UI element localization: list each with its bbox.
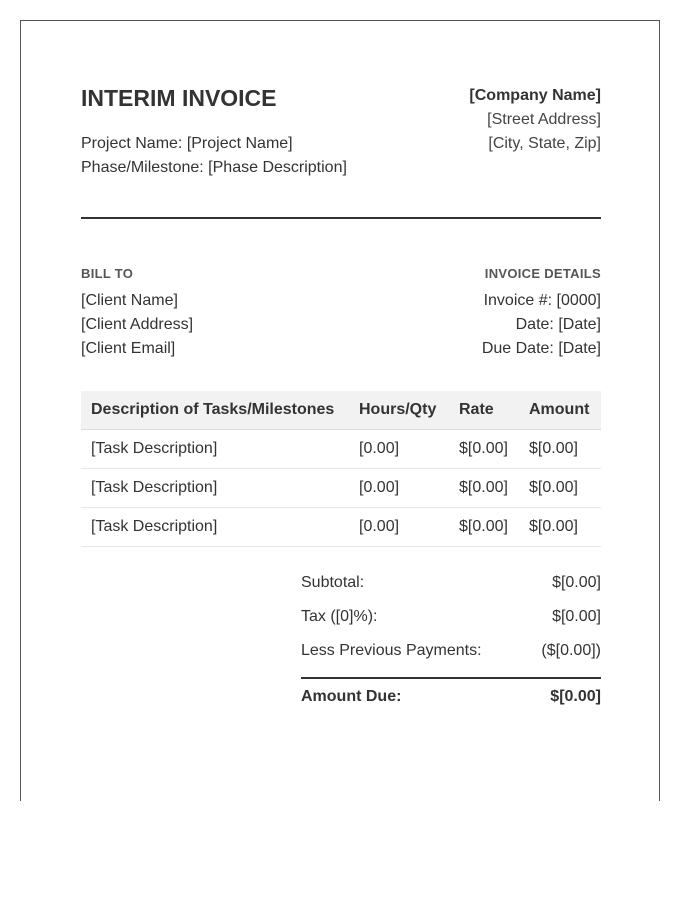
cell-hours-qty: [0.00] bbox=[349, 430, 449, 469]
company-name: [Company Name] bbox=[469, 87, 601, 104]
table-row bbox=[81, 508, 601, 547]
subtotal-label: Subtotal: bbox=[301, 574, 365, 591]
amount-due-row bbox=[301, 685, 601, 719]
previous-payments-value: ($[0.00]) bbox=[541, 642, 601, 659]
company-block bbox=[469, 84, 601, 156]
cell-hours-qty: [0.00] bbox=[349, 508, 449, 547]
cell-rate: $[0.00] bbox=[449, 430, 519, 469]
cell-rate: $[0.00] bbox=[449, 508, 519, 547]
header-amount: Amount bbox=[519, 391, 601, 430]
amount-due-value: $[0.00] bbox=[550, 688, 601, 705]
cell-amount: $[0.00] bbox=[519, 430, 601, 469]
subtotal-row bbox=[301, 571, 601, 605]
cell-rate: $[0.00] bbox=[449, 469, 519, 508]
invoice-details-block bbox=[482, 266, 601, 361]
amount-due-label: Amount Due: bbox=[301, 688, 402, 705]
subtotal-value: $[0.00] bbox=[552, 574, 601, 591]
cell-description: [Task Description] bbox=[81, 508, 349, 547]
header-divider bbox=[81, 217, 601, 219]
company-city: [City, State, Zip] bbox=[488, 135, 601, 152]
company-street: [Street Address] bbox=[487, 111, 601, 128]
previous-payments-label: Less Previous Payments: bbox=[301, 642, 482, 659]
cell-amount: $[0.00] bbox=[519, 469, 601, 508]
cell-hours-qty: [0.00] bbox=[349, 469, 449, 508]
totals-block bbox=[301, 571, 601, 719]
invoice-date: Date: [Date] bbox=[515, 316, 601, 333]
invoice-details-heading: INVOICE DETAILS bbox=[484, 266, 601, 281]
totals-divider bbox=[301, 677, 601, 679]
tax-row bbox=[301, 605, 601, 639]
phase-milestone: Phase/Milestone: [Phase Description] bbox=[81, 159, 347, 176]
cell-description: [Task Description] bbox=[81, 430, 349, 469]
previous-payments-row bbox=[301, 639, 601, 673]
invoice-due-date: Due Date: [Date] bbox=[481, 340, 601, 357]
bill-to-block bbox=[81, 266, 193, 361]
table-header-row bbox=[81, 391, 601, 430]
table-row bbox=[81, 469, 601, 508]
client-address: [Client Address] bbox=[81, 316, 194, 333]
invoice-title: INTERIM INVOICE bbox=[81, 85, 277, 111]
header-description: Description of Tasks/Milestones bbox=[81, 391, 349, 430]
bill-to-heading: BILL TO bbox=[81, 266, 134, 281]
line-items-table bbox=[81, 391, 601, 547]
header-rate: Rate bbox=[449, 391, 519, 430]
cell-description: [Task Description] bbox=[81, 469, 349, 508]
invoice-number: Invoice #: [0000] bbox=[483, 292, 601, 309]
client-email: [Client Email] bbox=[81, 340, 176, 357]
header-hours-qty: Hours/Qty bbox=[349, 391, 449, 430]
client-name: [Client Name] bbox=[81, 292, 178, 309]
tax-label: Tax ([0]%): bbox=[301, 608, 378, 625]
project-name: Project Name: [Project Name] bbox=[81, 135, 293, 152]
invoice-page bbox=[20, 20, 660, 801]
table-row bbox=[81, 430, 601, 469]
tax-value: $[0.00] bbox=[552, 608, 601, 625]
cell-amount: $[0.00] bbox=[519, 508, 601, 547]
